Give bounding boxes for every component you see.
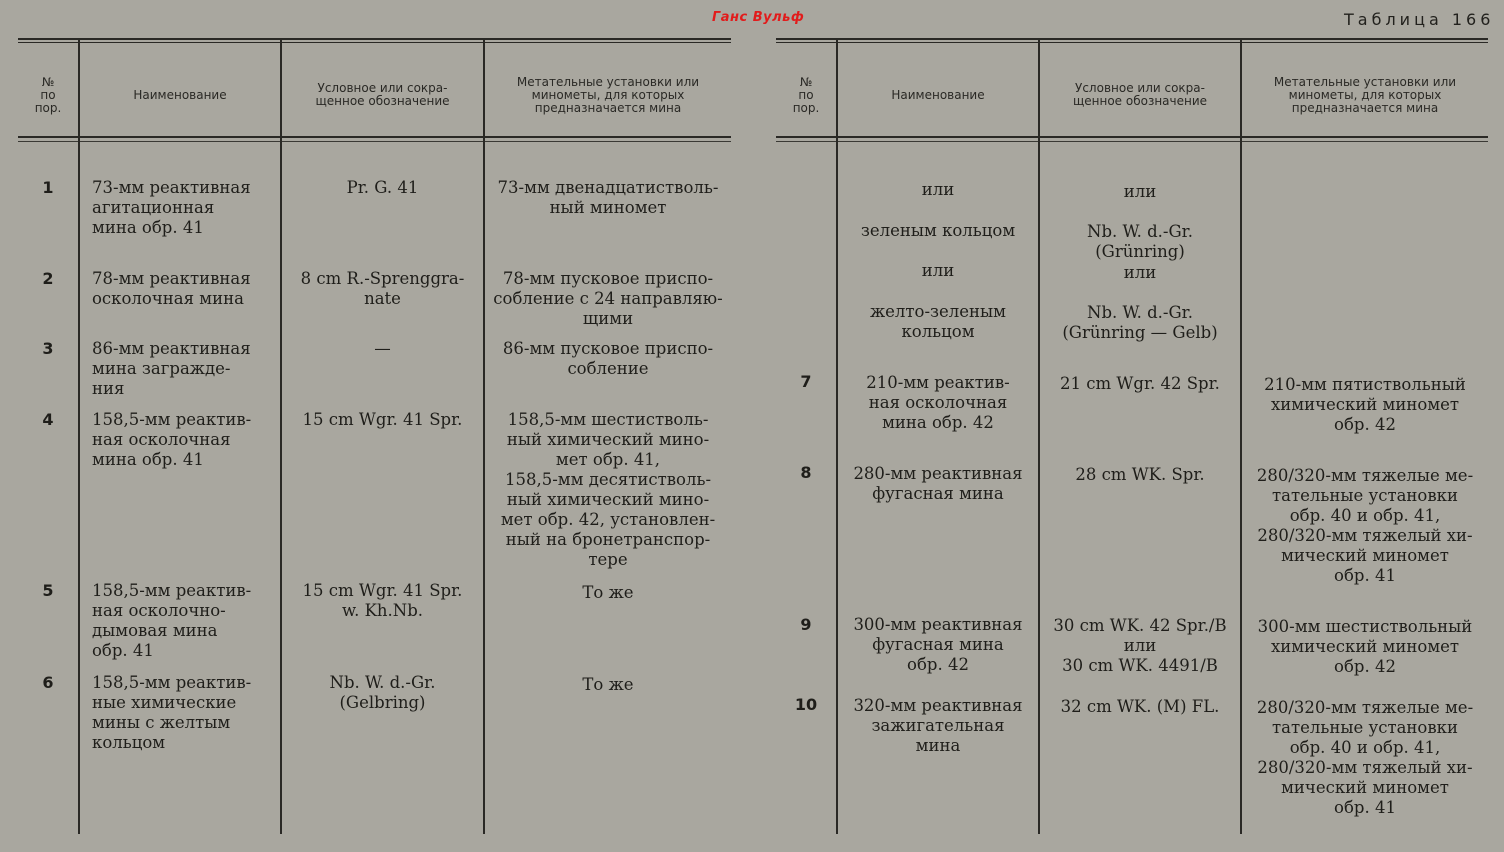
row-launcher: 280/320-мм тяжелые ме- тательные установки обр. 40 и обр. 41, 280/320-мм тяжелый хи- мический миномет обр. 41 xyxy=(1256,466,1474,585)
row-name: 73-мм реактивная агитационная мина обр. 41 xyxy=(92,178,251,237)
row-name: 86-мм реактивная мина загражде- ния xyxy=(92,339,251,398)
table-number-label: Таблица 166 xyxy=(1344,10,1495,29)
cont-name: зеленым кольцом xyxy=(860,221,1016,240)
row-number: 1 xyxy=(42,178,54,197)
cont-name: желто-зеленым кольцом xyxy=(869,302,1007,341)
header-code: Условное или сокра- щенное обозначение xyxy=(1072,81,1208,108)
row-launcher: 280/320-мм тяжелые ме- тательные установки обр. 40 и обр. 41, 280/320-мм тяжелый хи- мический миномет обр. 41 xyxy=(1256,698,1474,817)
table-right-panel xyxy=(776,38,1488,834)
row-name: 300-мм реактивная фугасная мина обр. 42 xyxy=(853,615,1023,674)
row-code: 15 cm Wgr. 41 Spr. w. Kh.Nb. xyxy=(302,581,463,620)
row-name: 280-мм реактивная фугасная мина xyxy=(853,464,1023,503)
row-number: 8 xyxy=(800,463,812,482)
row-number: 4 xyxy=(42,410,54,429)
cont-name: или xyxy=(921,261,955,280)
row-launcher: 86-мм пусковое приспо- собление xyxy=(502,339,714,378)
row-name: 158,5-мм реактив- ные химические мины с желтым кольцом xyxy=(92,673,252,752)
row-code: Nb. W. d.-Gr. (Gelbring) xyxy=(329,673,436,712)
row-name: 210-мм реактив- ная осколочная мина обр. 42 xyxy=(866,373,1010,432)
row-code: 32 cm WK. (M) FL. xyxy=(1060,697,1220,716)
row-number: 9 xyxy=(800,615,812,634)
row-number: 3 xyxy=(42,339,54,358)
cont-name: или xyxy=(921,180,955,199)
header-launcher: Метательные установки или минометы, для которых предназначается мина xyxy=(516,74,700,115)
row-code: 21 cm Wgr. 42 Spr. xyxy=(1060,374,1220,393)
row-launcher: То же xyxy=(582,583,634,602)
cont-code: или xyxy=(1123,263,1157,282)
header-code: Условное или сокра- щенное обозначение xyxy=(315,81,450,108)
header-number: № по пор. xyxy=(34,74,62,115)
cont-code: Nb. W. d.-Gr. (Grünring) xyxy=(1087,222,1193,261)
row-code: 28 cm WK. Spr. xyxy=(1075,465,1205,484)
row-number: 7 xyxy=(800,372,812,391)
row-number: 10 xyxy=(794,695,818,714)
row-launcher: 158,5-мм шестистволь- ный химический мино- мет обр. 41, 158,5-мм десятистволь- ный химический мино- мет обр. 42, установлен- ный на бронетранспор- тере xyxy=(500,410,716,569)
watermark-text: Ганс Вульф xyxy=(712,10,805,25)
row-name: 78-мм реактивная осколочная мина xyxy=(92,269,251,308)
header-name: Наименование xyxy=(891,87,985,102)
row-number: 6 xyxy=(42,673,54,692)
row-name: 158,5-мм реактив- ная осколочно- дымовая мина обр. 41 xyxy=(92,581,252,660)
header-number: № по пор. xyxy=(792,74,820,115)
row-code: Pr. G. 41 xyxy=(346,178,419,197)
row-launcher: То же xyxy=(582,675,634,694)
row-code: 8 cm R.-Sprenggra- nate xyxy=(300,269,465,308)
row-number: 2 xyxy=(42,269,54,288)
row-launcher: 78-мм пусковое приспо- собление с 24 направляю- щими xyxy=(493,269,723,328)
header-launcher: Метательные установки или минометы, для которых предназначается мина xyxy=(1273,74,1457,115)
row-code: 15 cm Wgr. 41 Spr. xyxy=(302,410,463,429)
row-launcher: 73-мм двенадцатистволь- ный миномет xyxy=(497,178,719,217)
row-launcher: 210-мм пятиствольный химический миномет обр. 42 xyxy=(1264,375,1466,434)
table-left-panel xyxy=(18,38,731,834)
row-launcher: 300-мм шестиствольный химический миномет обр. 42 xyxy=(1257,617,1473,676)
cont-code: или xyxy=(1123,182,1157,201)
row-name: 158,5-мм реактив- ная осколочная мина обр. 41 xyxy=(92,410,252,469)
row-code: — xyxy=(374,339,391,358)
row-number: 5 xyxy=(42,581,54,600)
cont-code: Nb. W. d.-Gr. (Grünring — Gelb) xyxy=(1062,303,1218,342)
header-name: Наименование xyxy=(133,87,227,102)
row-name: 320-мм реактивная зажигательная мина xyxy=(853,696,1023,755)
row-code: 30 cm WK. 42 Spr./B или 30 cm WK. 4491/B xyxy=(1053,616,1227,675)
